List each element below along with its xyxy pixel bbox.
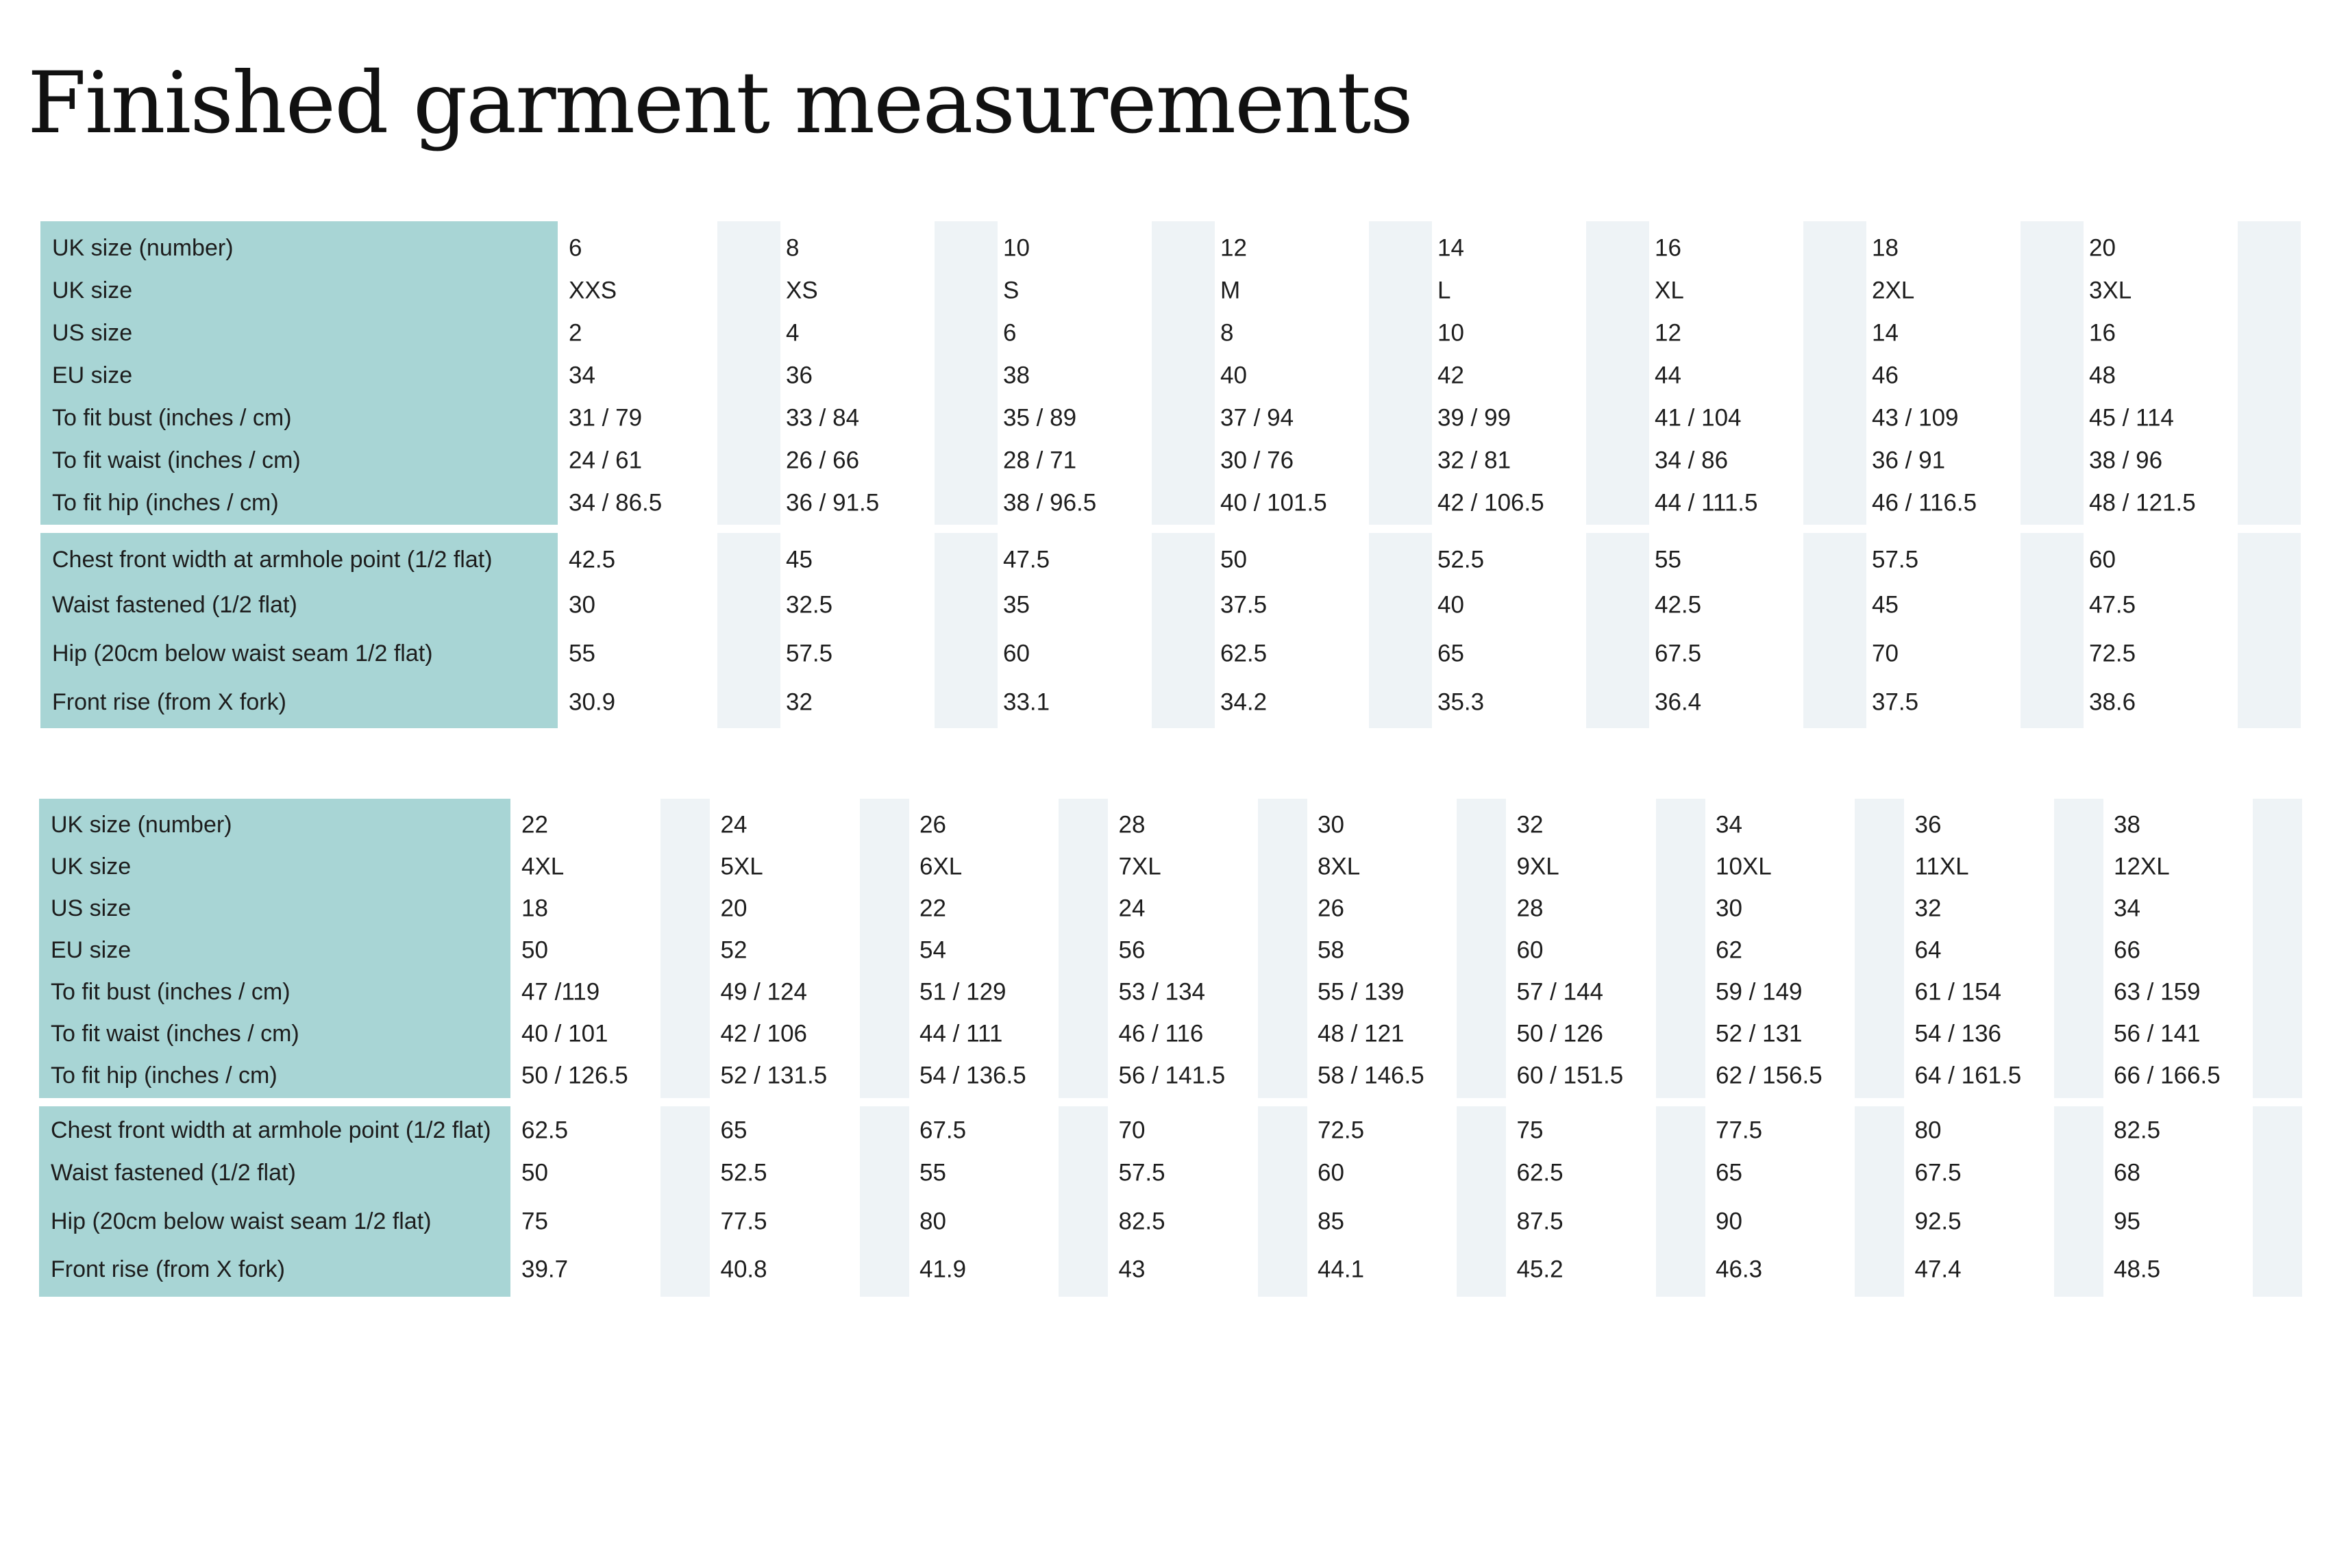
- table-cell: 40 / 101.5: [1220, 489, 1327, 517]
- table-cell: 48 / 121: [1318, 1020, 1405, 1047]
- table-cell: 55: [569, 640, 595, 667]
- table-cell: 60: [1003, 640, 1030, 667]
- table-cell: 80: [919, 1208, 946, 1235]
- row-label: Hip (20cm below waist seam 1/2 flat): [51, 1208, 432, 1234]
- table-cell: 8: [1220, 319, 1234, 347]
- column-separator: [935, 221, 998, 525]
- table-cell: 54 / 136: [1914, 1020, 2001, 1047]
- table-cell: 60: [1318, 1159, 1344, 1186]
- table-cell: 56 / 141.5: [1118, 1062, 1226, 1089]
- table-cell: 53 / 134: [1118, 978, 1205, 1006]
- table-cell: 44 / 111: [919, 1020, 1003, 1047]
- column-separator: [1855, 799, 1904, 1098]
- table-cell: 16: [2089, 319, 2116, 347]
- table-cell: 68: [2114, 1159, 2140, 1186]
- table-cell: 77.5: [720, 1208, 767, 1235]
- table-cell: 34: [2114, 895, 2140, 922]
- table-cell: 35.3: [1437, 688, 1485, 716]
- table-cell: 50 / 126.5: [521, 1062, 628, 1089]
- table-cell: 43 / 109: [1872, 404, 1959, 432]
- row-label: To fit hip (inches / cm): [51, 1062, 277, 1088]
- table-cell: 24: [1118, 895, 1146, 922]
- table-cell: 34 / 86.5: [569, 489, 663, 517]
- table-cell: 40 / 101: [521, 1020, 608, 1047]
- row-label: Hip (20cm below waist seam 1/2 flat): [52, 640, 433, 667]
- table-cell: 54 / 136.5: [919, 1062, 1026, 1089]
- table-cell: 22: [521, 811, 548, 838]
- table-cell: 42.5: [569, 546, 616, 573]
- row-label: EU size: [51, 937, 132, 963]
- row-label: Front rise (from X fork): [52, 689, 286, 715]
- table-cell: 45: [786, 546, 813, 573]
- table-cell: 8XL: [1318, 853, 1361, 880]
- table-cell: 51 / 129: [919, 978, 1006, 1006]
- table-cell: 92.5: [1914, 1208, 1962, 1235]
- row-label: UK size (number): [51, 812, 232, 838]
- table-cell: 60: [1516, 936, 1544, 964]
- table-cell: 72.5: [1318, 1117, 1365, 1144]
- column-separator: [935, 533, 998, 728]
- table-cell: 34 / 86: [1655, 447, 1729, 474]
- table-cell: 11XL: [1914, 853, 1969, 880]
- table-cell: 42 / 106: [720, 1020, 807, 1047]
- table-cell: 58 / 146.5: [1318, 1062, 1424, 1089]
- table-cell: 75: [1516, 1117, 1544, 1144]
- table-cell: 6XL: [919, 853, 963, 880]
- table-cell: 45.2: [1516, 1256, 1564, 1283]
- table-cell: 62.5: [1516, 1159, 1564, 1186]
- table-cell: 82.5: [2114, 1117, 2161, 1144]
- table-cell: XS: [786, 277, 818, 304]
- row-label: US size: [52, 320, 133, 346]
- row-label: Waist fastened (1/2 flat): [51, 1160, 296, 1186]
- table-cell: 65: [1437, 640, 1464, 667]
- table-cell: 4: [786, 319, 800, 347]
- table-cell: 85: [1318, 1208, 1344, 1235]
- table-cell: 57.5: [786, 640, 833, 667]
- table-cell: 36 / 91.5: [786, 489, 880, 517]
- table-cell: 67.5: [1914, 1159, 1962, 1186]
- row-label: Front rise (from X fork): [51, 1256, 285, 1282]
- table-cell: 20: [720, 895, 748, 922]
- column-separator: [2054, 799, 2103, 1098]
- table-cell: 12: [1220, 234, 1247, 262]
- column-separator: [2021, 221, 2084, 525]
- table-cell: 18: [1872, 234, 1899, 262]
- table-cell: 32 / 81: [1437, 447, 1511, 474]
- table-cell: S: [1003, 277, 1020, 304]
- table-cell: 31 / 79: [569, 404, 643, 432]
- table-cell: 34.2: [1220, 688, 1268, 716]
- table-cell: 32: [1914, 895, 1942, 922]
- column-separator: [1656, 799, 1705, 1098]
- table-cell: 72.5: [2089, 640, 2136, 667]
- column-separator: [1457, 1106, 1506, 1297]
- column-separator: [660, 1106, 710, 1297]
- column-separator: [1369, 533, 1432, 728]
- table-cell: 44: [1655, 362, 1681, 389]
- table-cell: 62.5: [1220, 640, 1268, 667]
- column-separator: [1369, 221, 1432, 525]
- table-cell: 36.4: [1655, 688, 1702, 716]
- table-cell: 2XL: [1872, 277, 1915, 304]
- table-cell: 37 / 94: [1220, 404, 1294, 432]
- table-cell: 28: [1118, 811, 1146, 838]
- table-cell: 46.3: [1716, 1256, 1763, 1283]
- table-cell: 46: [1872, 362, 1899, 389]
- table-cell: 64: [1914, 936, 1942, 964]
- column-separator: [660, 799, 710, 1098]
- table-cell: 38: [1003, 362, 1030, 389]
- table-cell: 65: [1716, 1159, 1742, 1186]
- table-cell: 66: [2114, 936, 2140, 964]
- table-cell: 52.5: [1437, 546, 1485, 573]
- column-separator: [1586, 221, 1649, 525]
- table-cell: 10: [1437, 319, 1464, 347]
- table-cell: 34: [1716, 811, 1742, 838]
- table-cell: 24: [720, 811, 748, 838]
- row-label: UK size: [52, 277, 133, 303]
- table-cell: 36 / 91: [1872, 447, 1946, 474]
- table-cell: 36: [1914, 811, 1942, 838]
- table-cell: XL: [1655, 277, 1684, 304]
- table-cell: 46 / 116.5: [1872, 489, 1977, 517]
- table-cell: 55: [919, 1159, 946, 1186]
- table-cell: 41.9: [919, 1256, 967, 1283]
- table-cell: 38: [2114, 811, 2140, 838]
- table-cell: 50: [1220, 546, 1247, 573]
- row-label: UK size (number): [52, 235, 234, 261]
- column-separator: [2253, 799, 2302, 1098]
- row-label: To fit bust (inches / cm): [51, 979, 291, 1005]
- table-cell: 3XL: [2089, 277, 2132, 304]
- table-cell: 48: [2089, 362, 2116, 389]
- row-label: To fit waist (inches / cm): [52, 447, 301, 473]
- column-separator: [1803, 221, 1866, 525]
- table-cell: 61 / 154: [1914, 978, 2001, 1006]
- page-title: Finished garment measurements: [27, 54, 1412, 153]
- table-cell: 39.7: [521, 1256, 569, 1283]
- table-cell: 38 / 96: [2089, 447, 2163, 474]
- table-cell: 8: [786, 234, 800, 262]
- column-separator: [2021, 533, 2084, 728]
- column-separator: [1152, 221, 1215, 525]
- table-cell: 77.5: [1716, 1117, 1763, 1144]
- table-cell: 38 / 96.5: [1003, 489, 1097, 517]
- row-label: EU size: [52, 362, 133, 388]
- table-cell: 28: [1516, 895, 1544, 922]
- table-cell: 38.6: [2089, 688, 2136, 716]
- table-cell: 54: [919, 936, 946, 964]
- table-cell: 39 / 99: [1437, 404, 1511, 432]
- table-cell: 57 / 144: [1516, 978, 1603, 1006]
- table-cell: 80: [1914, 1117, 1942, 1144]
- table-cell: 30: [1716, 895, 1742, 922]
- table-cell: 32: [786, 688, 813, 716]
- row-label: To fit hip (inches / cm): [52, 490, 279, 516]
- table-cell: 66 / 166.5: [2114, 1062, 2221, 1089]
- table-cell: 26: [919, 811, 946, 838]
- table-cell: 52.5: [720, 1159, 767, 1186]
- table-cell: 9XL: [1516, 853, 1559, 880]
- table-cell: 52: [720, 936, 748, 964]
- table-cell: 67.5: [919, 1117, 967, 1144]
- table-cell: L: [1437, 277, 1451, 304]
- row-label: To fit waist (inches / cm): [51, 1021, 299, 1047]
- table-cell: 26: [1318, 895, 1344, 922]
- table-cell: 50: [521, 936, 548, 964]
- table-cell: 62: [1716, 936, 1742, 964]
- table-cell: 35: [1003, 591, 1030, 619]
- table-cell: 50: [521, 1159, 548, 1186]
- column-separator: [860, 1106, 909, 1297]
- table-cell: 2: [569, 319, 582, 347]
- table-cell: XXS: [569, 277, 617, 304]
- table-cell: 6: [569, 234, 582, 262]
- table-cell: 48.5: [2114, 1256, 2161, 1283]
- row-label: To fit bust (inches / cm): [52, 405, 292, 431]
- row-label: Waist fastened (1/2 flat): [52, 592, 297, 618]
- table-cell: 49 / 124: [720, 978, 807, 1006]
- table-cell: 65: [720, 1117, 748, 1144]
- table-cell: 44 / 111.5: [1655, 489, 1758, 517]
- table-cell: 42.5: [1655, 591, 1702, 619]
- table-cell: 26 / 66: [786, 447, 860, 474]
- row-label: US size: [51, 895, 132, 921]
- table-cell: 87.5: [1516, 1208, 1564, 1235]
- table-cell: 32.5: [786, 591, 833, 619]
- table-cell: 30.9: [569, 688, 616, 716]
- table-cell: 37.5: [1872, 688, 1919, 716]
- table-cell: 30 / 76: [1220, 447, 1294, 474]
- table-cell: 62.5: [521, 1117, 569, 1144]
- column-separator: [1059, 799, 1108, 1098]
- table-cell: 57.5: [1872, 546, 1919, 573]
- column-separator: [717, 221, 780, 525]
- table-cell: 45 / 114: [2089, 404, 2174, 432]
- table-cell: 45: [1872, 591, 1899, 619]
- table-cell: 4XL: [521, 853, 565, 880]
- column-separator: [2238, 533, 2301, 728]
- table-cell: 70: [1872, 640, 1899, 667]
- table-cell: 40.8: [720, 1256, 767, 1283]
- table-cell: 40: [1437, 591, 1464, 619]
- table-cell: 58: [1318, 936, 1344, 964]
- table-cell: 18: [521, 895, 548, 922]
- table-cell: 67.5: [1655, 640, 1702, 667]
- column-separator: [1258, 1106, 1307, 1297]
- table-cell: 60 / 151.5: [1516, 1062, 1624, 1089]
- table-cell: 47.5: [2089, 591, 2136, 619]
- table-cell: 90: [1716, 1208, 1742, 1235]
- table-cell: 30: [569, 591, 595, 619]
- column-separator: [717, 533, 780, 728]
- table-cell: M: [1220, 277, 1241, 304]
- table-cell: 47.5: [1003, 546, 1050, 573]
- table-cell: 60: [2089, 546, 2116, 573]
- column-separator: [860, 799, 909, 1098]
- table-cell: 44.1: [1318, 1256, 1365, 1283]
- table-cell: 12: [1655, 319, 1681, 347]
- table-cell: 41 / 104: [1655, 404, 1742, 432]
- table-cell: 56 / 141: [2114, 1020, 2201, 1047]
- table-cell: 82.5: [1118, 1208, 1165, 1235]
- column-separator: [1586, 533, 1649, 728]
- table-cell: 47 /119: [521, 978, 600, 1006]
- column-separator: [1855, 1106, 1904, 1297]
- table-cell: 55 / 139: [1318, 978, 1405, 1006]
- table-cell: 95: [2114, 1208, 2140, 1235]
- column-separator: [2238, 221, 2301, 525]
- table-cell: 63 / 159: [2114, 978, 2201, 1006]
- table-cell: 34: [569, 362, 595, 389]
- table-cell: 43: [1118, 1256, 1146, 1283]
- table-cell: 33 / 84: [786, 404, 860, 432]
- table-cell: 16: [1655, 234, 1681, 262]
- column-separator: [1152, 533, 1215, 728]
- table-cell: 32: [1516, 811, 1544, 838]
- table-cell: 5XL: [720, 853, 763, 880]
- table-cell: 40: [1220, 362, 1247, 389]
- table-cell: 37.5: [1220, 591, 1268, 619]
- table-cell: 46 / 116: [1118, 1020, 1204, 1047]
- table-cell: 22: [919, 895, 946, 922]
- table-cell: 7XL: [1118, 853, 1161, 880]
- table-cell: 52 / 131.5: [720, 1062, 828, 1089]
- table-cell: 20: [2089, 234, 2116, 262]
- table-cell: 28 / 71: [1003, 447, 1077, 474]
- table-cell: 35 / 89: [1003, 404, 1077, 432]
- column-separator: [1803, 533, 1866, 728]
- table-cell: 50 / 126: [1516, 1020, 1603, 1047]
- table-cell: 55: [1655, 546, 1681, 573]
- table-cell: 33.1: [1003, 688, 1050, 716]
- table-cell: 47.4: [1914, 1256, 1962, 1283]
- table-cell: 24 / 61: [569, 447, 643, 474]
- table-cell: 14: [1437, 234, 1464, 262]
- table-cell: 12XL: [2114, 853, 2170, 880]
- table-cell: 30: [1318, 811, 1344, 838]
- table-cell: 42: [1437, 362, 1464, 389]
- table-cell: 56: [1118, 936, 1146, 964]
- table-cell: 10: [1003, 234, 1030, 262]
- column-separator: [2253, 1106, 2302, 1297]
- row-label: Chest front width at armhole point (1/2 flat): [52, 547, 493, 573]
- table-cell: 52 / 131: [1716, 1020, 1803, 1047]
- column-separator: [1656, 1106, 1705, 1297]
- column-separator: [1258, 799, 1307, 1098]
- table-cell: 48 / 121.5: [2089, 489, 2196, 517]
- column-separator: [2054, 1106, 2103, 1297]
- table-cell: 75: [521, 1208, 548, 1235]
- table-cell: 36: [786, 362, 813, 389]
- table-cell: 42 / 106.5: [1437, 489, 1544, 517]
- column-separator: [1059, 1106, 1108, 1297]
- table-cell: 57.5: [1118, 1159, 1165, 1186]
- row-label: Chest front width at armhole point (1/2 flat): [51, 1117, 491, 1143]
- table-cell: 59 / 149: [1716, 978, 1803, 1006]
- table-cell: 6: [1003, 319, 1017, 347]
- table-cell: 14: [1872, 319, 1899, 347]
- column-separator: [1457, 799, 1506, 1098]
- row-label: UK size: [51, 854, 132, 880]
- table-cell: 70: [1118, 1117, 1146, 1144]
- table-cell: 62 / 156.5: [1716, 1062, 1823, 1089]
- table-cell: 10XL: [1716, 853, 1772, 880]
- table-cell: 64 / 161.5: [1914, 1062, 2022, 1089]
